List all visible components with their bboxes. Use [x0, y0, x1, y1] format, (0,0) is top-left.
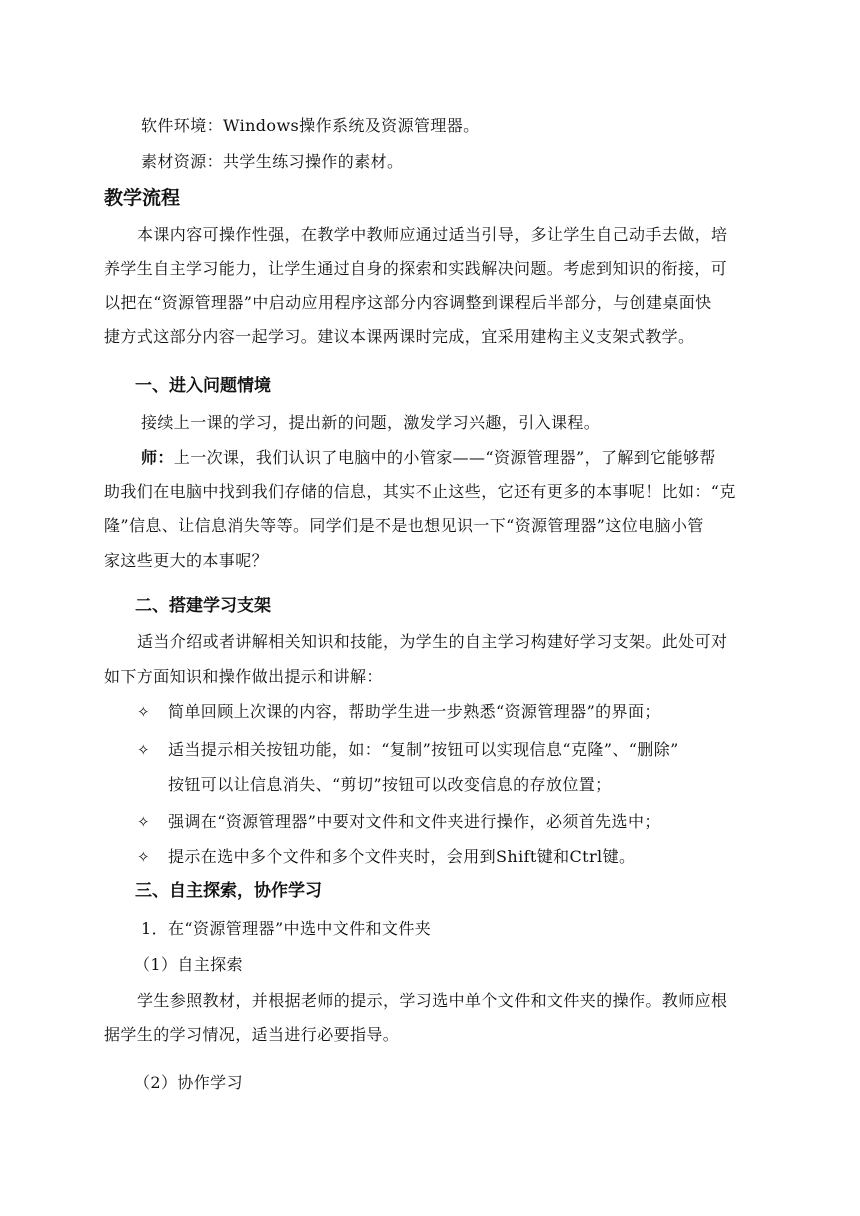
bullet-diamond-icon: ✧	[137, 813, 150, 831]
part3-heading: 三、自主探索，协作学习	[135, 881, 322, 901]
intro-line-2: 养学生自主学习能力，让学生通过自身的探索和实践解决问题。考虑到知识的衔接，可	[104, 259, 728, 278]
part1-heading: 一、进入问题情境	[135, 376, 271, 396]
part2-paragraph-line-1: 适当介绍或者讲解相关知识和技能，为学生的自主学习构建好学习支架。此处可对	[137, 632, 728, 651]
intro-line-4: 捷方式这部分内容一起学习。建议本课两课时完成，宜采用建构主义支架式教学。	[104, 327, 695, 346]
bullet-diamond-icon: ✧	[137, 848, 150, 866]
part1-paragraph-1: 接续上一课的学习，提出新的问题，激发学习兴趣，引入课程。	[141, 413, 601, 432]
materials-line: 素材资源：共学生练习操作的素材。	[141, 152, 404, 171]
part3-paragraph-line-1: 学生参照教材，并根据老师的提示，学习选中单个文件和文件夹的操作。教师应根	[137, 991, 728, 1010]
part3-paragraph-line-2: 据学生的学习情况，适当进行必要指导。	[104, 1025, 400, 1044]
part2-heading: 二、搭建学习支架	[135, 596, 271, 616]
part1-paragraph-2-line-3: 隆”信息、让信息消失等等。同学们是不是也想见识一下“资源管理器”这位电脑小管	[104, 516, 704, 535]
part1-paragraph-2-line-2: 助我们在电脑中找到我们存储的信息，其实不止这些，它还有更多的本事呢！比如：“克	[104, 482, 736, 501]
bullet-item-2-line-1: 适当提示相关按钮功能，如：“复制”按钮可以实现信息“克隆”、“删除”	[168, 740, 679, 759]
intro-line-1: 本课内容可操作性强，在教学中教师应通过适当引导，多让学生自己动手去做，培	[137, 225, 728, 244]
intro-line-3: 以把在“资源管理器”中启动应用程序这部分内容调整到课程后半部分，与创建桌面快	[104, 293, 712, 312]
part3-item-1: 1．在“资源管理器”中选中文件和文件夹	[141, 919, 432, 938]
bullet-diamond-icon: ✧	[137, 703, 150, 721]
part3-subitem-2: （2）协作学习	[134, 1073, 243, 1092]
bullet-item-4: 提示在选中多个文件和多个文件夹时，会用到Shift键和Ctrl键。	[168, 847, 636, 866]
part1-paragraph-2-line-4: 家这些更大的本事呢？	[104, 551, 269, 570]
bullet-diamond-icon: ✧	[137, 741, 150, 759]
bullet-item-3: 强调在“资源管理器”中要对文件和文件夹进行操作，必须首先选中；	[168, 812, 661, 831]
teacher-speech: 上一次课，我们认识了电脑中的小管家——“资源管理器”，了解到它能够帮	[173, 448, 716, 467]
teacher-label: 师：	[141, 448, 174, 467]
section-title: 教学流程	[104, 187, 181, 209]
bullet-item-1: 简单回顾上次课的内容，帮助学生进一步熟悉“资源管理器”的界面；	[168, 702, 661, 721]
part2-paragraph-line-2: 如下方面知识和操作做出提示和讲解：	[104, 667, 383, 686]
part3-subitem-1: （1）自主探索	[134, 955, 243, 974]
bullet-item-2-line-2: 按钮可以让信息消失、“剪切”按钮可以改变信息的存放位置；	[168, 775, 612, 794]
part1-paragraph-2-line-1	[141, 447, 716, 469]
software-environment-line: 软件环境：Windows操作系统及资源管理器。	[141, 116, 480, 135]
